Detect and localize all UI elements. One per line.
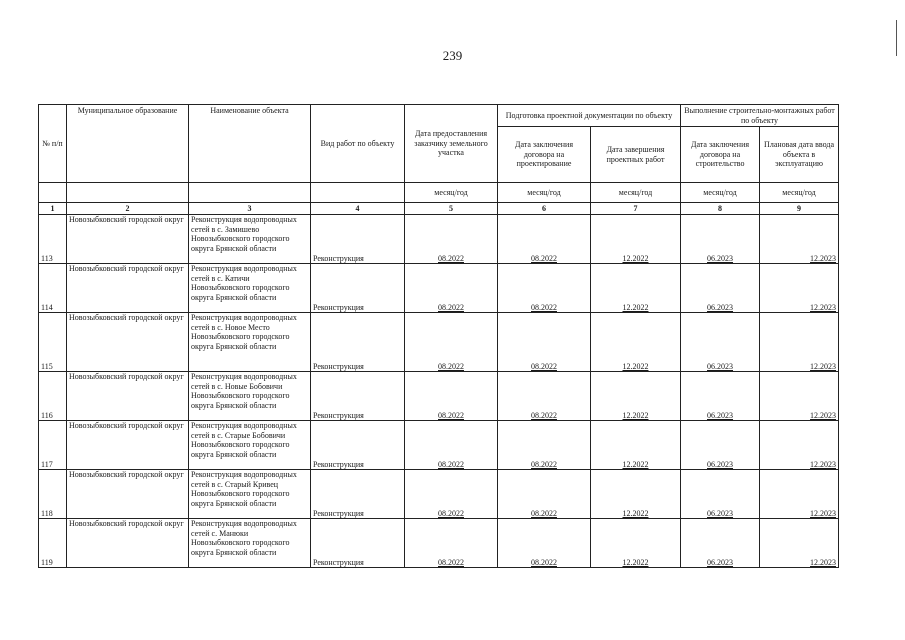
municipality-cell: Новозыбковский городской округ — [67, 215, 189, 264]
build-contract-cell: 06.2023 — [681, 215, 760, 264]
row-number: 113 — [39, 215, 67, 264]
column-number: 3 — [189, 203, 311, 215]
build-contract-cell: 06.2023 — [681, 372, 760, 421]
land-date-cell: 08.2022 — [405, 215, 498, 264]
commission-date-cell: 12.2023 — [760, 313, 839, 372]
header-object-name: Наименование объекта — [189, 105, 311, 183]
work-type-cell: Реконструкция — [311, 215, 405, 264]
table-row — [39, 215, 839, 264]
object-name-cell: Реконструкция водопроводных сетей в с. Старый Кривец Новозыбковского городского округа Брянской области — [189, 470, 311, 519]
design-contract-cell: 08.2022 — [498, 519, 591, 568]
object-name-cell: Реконструкция водопроводных сетей в с. Замишево Новозыбковского городского округа Брянской области — [189, 215, 311, 264]
units-blank — [39, 183, 67, 203]
design-contract-cell: 08.2022 — [498, 470, 591, 519]
design-contract-cell: 08.2022 — [498, 372, 591, 421]
build-contract-cell: 06.2023 — [681, 313, 760, 372]
design-done-cell: 12.2022 — [591, 519, 681, 568]
table-row — [39, 313, 839, 372]
row-number: 114 — [39, 264, 67, 313]
table-row — [39, 470, 839, 519]
work-type-cell: Реконструкция — [311, 421, 405, 470]
page-number: 239 — [442, 48, 463, 63]
object-name-cell: Реконструкция водопроводных сетей в с. Новые Бобовичи Новозыбковского городского округа Брянской области — [189, 372, 311, 421]
commission-date-cell: 12.2023 — [760, 519, 839, 568]
row-number: 119 — [39, 519, 67, 568]
table-body — [39, 215, 839, 568]
build-contract-cell: 06.2023 — [681, 470, 760, 519]
design-contract-cell: 08.2022 — [498, 264, 591, 313]
design-done-cell: 12.2022 — [591, 421, 681, 470]
object-name-cell: Реконструкция водопроводных сетей в с. Старые Бобовичи Новозыбковского городского округа Брянской области — [189, 421, 311, 470]
object-name-cell: Реконструкция водопроводных сетей с. Манюки Новозыбковского городского округа Брянской области — [189, 519, 311, 568]
table-row — [39, 372, 839, 421]
build-contract-cell: 06.2023 — [681, 264, 760, 313]
design-done-cell: 12.2022 — [591, 470, 681, 519]
municipality-cell: Новозыбковский городской округ — [67, 264, 189, 313]
header-build-contract: Дата заключения договора на строительство — [681, 127, 760, 183]
commission-date-cell: 12.2023 — [760, 215, 839, 264]
work-type-cell: Реконструкция — [311, 372, 405, 421]
work-type-cell: Реконструкция — [311, 519, 405, 568]
design-contract-cell: 08.2022 — [498, 421, 591, 470]
header-work-type: Вид работ по объекту — [311, 105, 405, 183]
design-done-cell: 12.2022 — [591, 313, 681, 372]
column-number: 2 — [67, 203, 189, 215]
design-done-cell: 12.2022 — [591, 215, 681, 264]
unit-label: месяц/год — [591, 183, 681, 203]
header-build-group: Выполнение строительно-монтажных работ по объекту — [681, 105, 839, 127]
table-row — [39, 421, 839, 470]
build-contract-cell: 06.2023 — [681, 421, 760, 470]
object-name-cell: Реконструкция водопроводных сетей в с. Катичи Новозыбковского городского округа Брянской области — [189, 264, 311, 313]
design-done-cell: 12.2022 — [591, 264, 681, 313]
objects-table — [38, 104, 839, 568]
municipality-cell: Новозыбковский городской округ — [67, 372, 189, 421]
municipality-cell: Новозыбковский городской округ — [67, 519, 189, 568]
column-number: 8 — [681, 203, 760, 215]
header-design-group: Подготовка проектной документации по объекту — [498, 105, 681, 127]
column-number: 9 — [760, 203, 839, 215]
column-number: 4 — [311, 203, 405, 215]
unit-label: месяц/год — [760, 183, 839, 203]
units-blank — [311, 183, 405, 203]
column-number: 5 — [405, 203, 498, 215]
header-no: № п/п — [39, 105, 67, 183]
design-contract-cell: 08.2022 — [498, 215, 591, 264]
unit-label: месяц/год — [681, 183, 760, 203]
row-number: 117 — [39, 421, 67, 470]
commission-date-cell: 12.2023 — [760, 372, 839, 421]
land-date-cell: 08.2022 — [405, 470, 498, 519]
column-number: 7 — [591, 203, 681, 215]
work-type-cell: Реконструкция — [311, 470, 405, 519]
design-contract-cell: 08.2022 — [498, 313, 591, 372]
land-date-cell: 08.2022 — [405, 372, 498, 421]
municipality-cell: Новозыбковский городской округ — [67, 313, 189, 372]
commission-date-cell: 12.2023 — [760, 421, 839, 470]
municipality-cell: Новозыбковский городской округ — [67, 470, 189, 519]
unit-label: месяц/год — [405, 183, 498, 203]
object-name-cell: Реконструкция водопроводных сетей в с. Новое Место Новозыбковского городского округа Брянской области — [189, 313, 311, 372]
land-date-cell: 08.2022 — [405, 519, 498, 568]
work-type-cell: Реконструкция — [311, 313, 405, 372]
commission-date-cell: 12.2023 — [760, 264, 839, 313]
land-date-cell: 08.2022 — [405, 421, 498, 470]
unit-label: месяц/год — [498, 183, 591, 203]
row-number: 116 — [39, 372, 67, 421]
row-number: 118 — [39, 470, 67, 519]
header-design-contract: Дата заключения договора на проектирование — [498, 127, 591, 183]
design-done-cell: 12.2022 — [591, 372, 681, 421]
work-type-cell: Реконструкция — [311, 264, 405, 313]
units-blank — [189, 183, 311, 203]
land-date-cell: 08.2022 — [405, 264, 498, 313]
table-row — [39, 519, 839, 568]
column-number: 1 — [39, 203, 67, 215]
build-contract-cell: 06.2023 — [681, 519, 760, 568]
header-municipality: Муниципальное образование — [67, 105, 189, 183]
land-date-cell: 08.2022 — [405, 313, 498, 372]
header-design-done: Дата завершения проектных работ — [591, 127, 681, 183]
municipality-cell: Новозыбковский городской округ — [67, 421, 189, 470]
units-blank — [67, 183, 189, 203]
commission-date-cell: 12.2023 — [760, 470, 839, 519]
header-commission: Плановая дата ввода объекта в эксплуатацию — [760, 127, 839, 183]
table-header — [39, 105, 839, 215]
table-row — [39, 264, 839, 313]
header-land-date: Дата предоставления заказчику земельного участка — [405, 105, 498, 183]
row-number: 115 — [39, 313, 67, 372]
column-number: 6 — [498, 203, 591, 215]
scan-edge-mark — [896, 20, 897, 56]
